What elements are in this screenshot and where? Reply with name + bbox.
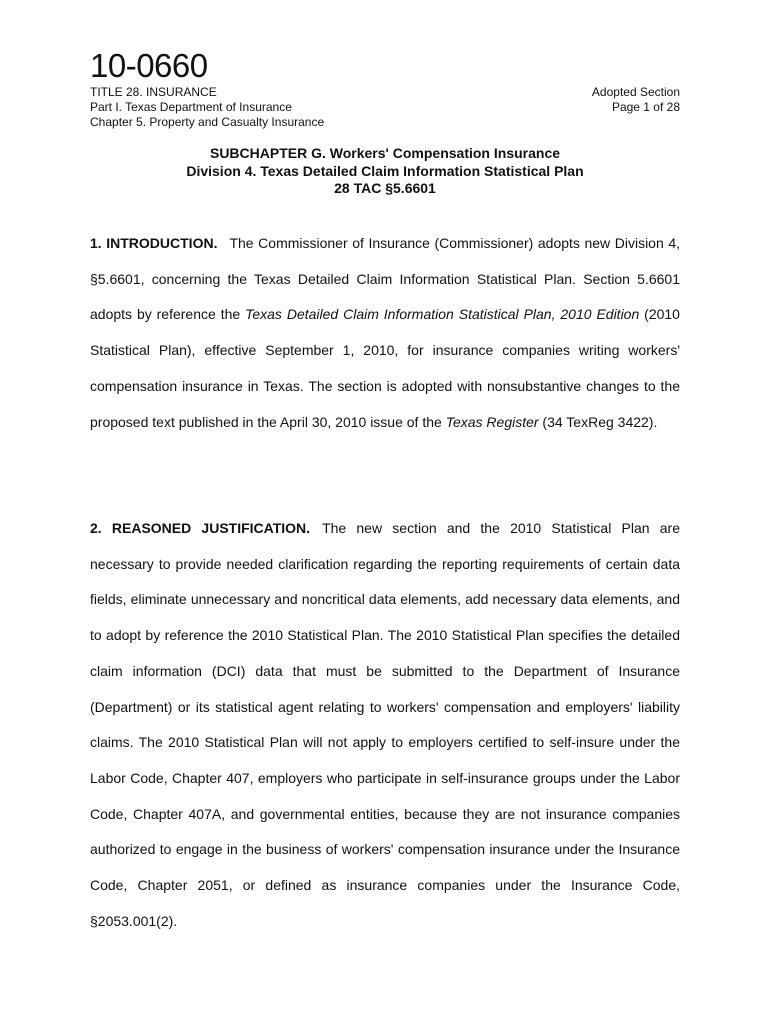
intro-text-a: The Commissioner of Insurance (Commissioner) adopts new Division 4, §5.6601, concerning the Texas Detailed Claim Information Statistical Plan. Section 5.6601 adopts by reference the [90,235,680,323]
justification-heading: 2. REASONED JUSTIFICATION. [90,520,311,536]
header-left [90,85,324,130]
justification-text: The new section and the 2010 Statistical Plan are necessary to provide needed clarification regarding the reporting requirements of certain data fields, eliminate unnecessary and noncritical data elements, add necessary data elements, and to adopt by reference the 2010 Statistical Plan. The 2010 Statistical Plan specifies the detailed claim information (DCI) data that must be submitted to the Department of Insurance (Department) or its statistical agent relating to workers' compensation and employers' liability claims. The 2010 Statistical Plan will not apply to employers certified to self-insure under the Labor Code, Chapter 407, employers who participate in self-insurance groups under the Labor Code, Chapter 407A, and governmental entities, because they are not insurance companies authorized to engage in the business of workers' compensation insurance under the Insurance Code, Chapter 2051, or defined as insurance companies under the Insurance Code, §2053.001(2). [90,520,680,929]
intro-text-c: (34 TexReg 3422). [538,413,658,430]
document-number: 10-0660 [90,47,208,84]
header-right [592,85,680,115]
adopted-section-label: Adopted Section [591,85,680,99]
division-title: Division 4. Texas Detailed Claim Information Statistical Plan [186,162,584,179]
page-number: Page 1 of 28 [611,100,680,114]
subchapter-title: SUBCHAPTER G. Workers' Compensation Insurance [209,145,561,161]
introduction-heading: 1. INTRODUCTION. [90,235,218,251]
texas-register-title: Texas Register [445,413,539,430]
tac-citation: 28 TAC §5.6601 [334,180,436,196]
statistical-plan-title: Texas Detailed Claim Information Statistical Plan, 2010 Edition [245,306,640,323]
section-reasoned-justification [90,511,680,939]
header-chapter-line: Chapter 5. Property and Casualty Insurance [90,115,325,129]
header-part-line: Part I. Texas Department of Insurance [90,100,292,114]
header-title-line: TITLE 28. INSURANCE [90,85,217,99]
intro-text-b: (2010 Statistical Plan), effective September 1, 2010, for insurance companies writing workers' compensation insurance in Texas. The section is adopted with nonsubstantive changes to the proposed text published in the April 30, 2010 issue of the [90,306,680,430]
section-introduction [90,226,680,440]
document-titles [90,145,680,198]
